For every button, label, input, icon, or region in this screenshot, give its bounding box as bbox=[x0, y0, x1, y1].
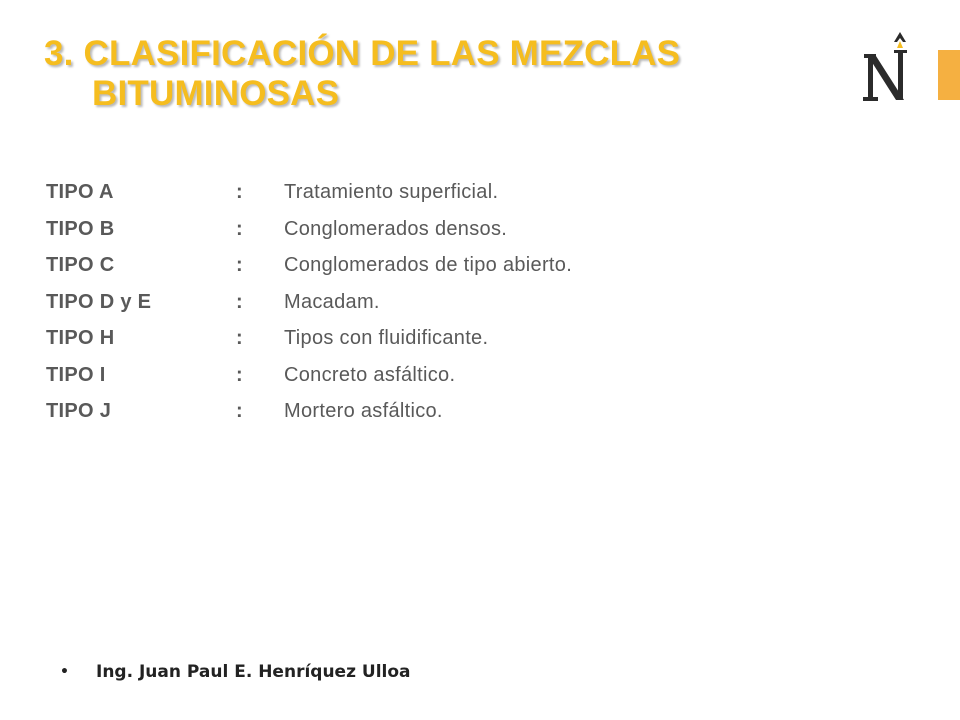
list-item bbox=[46, 400, 572, 437]
type-code: TIPO D y E bbox=[46, 290, 152, 313]
bullet-icon: • bbox=[60, 664, 69, 680]
type-code: TIPO J bbox=[46, 400, 112, 422]
type-code: TIPO B bbox=[46, 217, 115, 240]
type-separator: : bbox=[236, 254, 243, 276]
list-item bbox=[46, 327, 572, 364]
slide-title bbox=[44, 34, 824, 114]
list-item bbox=[46, 218, 572, 255]
type-code: TIPO I bbox=[46, 363, 106, 386]
type-description: Conglomerados de tipo abierto. bbox=[284, 254, 573, 276]
university-n-logo-icon bbox=[860, 26, 914, 106]
type-separator: : bbox=[236, 217, 243, 240]
type-description: Conglomerados densos. bbox=[284, 217, 508, 240]
author-name: Ing. Juan Paul E. Henríquez Ulloa bbox=[96, 662, 411, 682]
type-separator: : bbox=[236, 290, 243, 313]
type-code: TIPO H bbox=[46, 327, 115, 349]
accent-bar bbox=[938, 50, 960, 100]
type-separator: : bbox=[236, 181, 243, 203]
slide-title-line-1: 3. CLASIFICACIÓN DE LAS MEZCLAS bbox=[44, 34, 681, 73]
type-description: Mortero asfáltico. bbox=[284, 400, 443, 422]
type-code: TIPO A bbox=[46, 181, 114, 203]
list-item bbox=[46, 181, 572, 218]
type-code: TIPO C bbox=[46, 254, 115, 276]
slide-title-line-2: BITUMINOSAS bbox=[92, 74, 340, 113]
list-item bbox=[46, 254, 572, 291]
type-description: Tratamiento superficial. bbox=[284, 181, 499, 203]
type-separator: : bbox=[236, 363, 243, 386]
type-separator: : bbox=[236, 400, 243, 422]
list-item bbox=[46, 291, 572, 328]
type-separator: : bbox=[236, 327, 243, 349]
type-description: Tipos con fluidificante. bbox=[284, 327, 489, 349]
type-description: Concreto asfáltico. bbox=[284, 363, 456, 386]
list-item bbox=[46, 364, 572, 401]
type-description: Macadam. bbox=[284, 290, 380, 313]
mixture-type-list bbox=[46, 181, 572, 437]
footer-author bbox=[60, 662, 411, 682]
